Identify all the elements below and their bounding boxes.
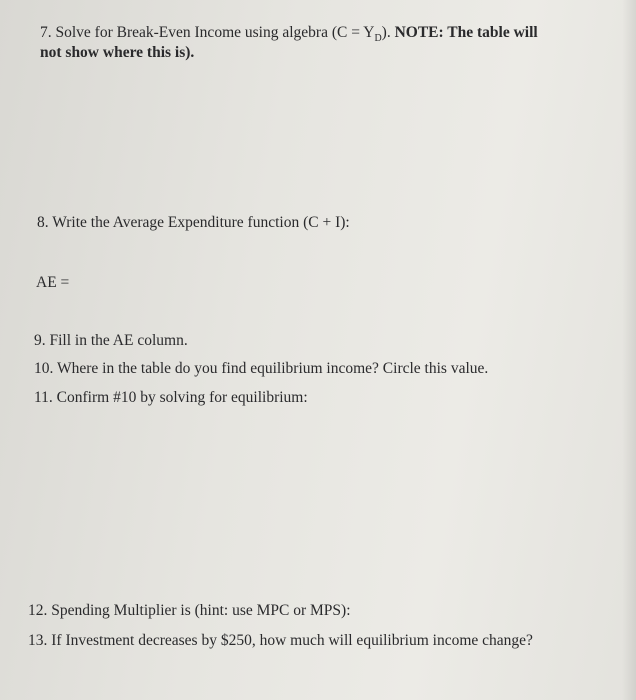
question-7-subscript: D (374, 33, 382, 45)
question-12: 12. Spending Multiplier is (hint: use MPC or MPS): (28, 602, 351, 619)
question-13: 13. If Investment decreases by $250, how much will equilibrium income change? (28, 632, 533, 649)
question-11: 11. Confirm #10 by solving for equilibrium: (34, 389, 308, 406)
question-7-suffix: ). (381, 24, 391, 41)
page-edge-shadow (622, 0, 636, 700)
question-8: 8. Write the Average Expenditure function (C + I): (37, 214, 350, 231)
question-7-prefix: 7. Solve for Break-Even Income using algebra (C = Y (40, 24, 375, 41)
question-9: 9. Fill in the AE column. (34, 332, 188, 349)
question-7-line-2: not show where this is). (40, 44, 195, 61)
question-7-note: NOTE: The table will (394, 24, 538, 41)
question-10: 10. Where in the table do you find equilibrium income? Circle this value. (34, 360, 489, 377)
ae-label: AE = (36, 274, 70, 291)
